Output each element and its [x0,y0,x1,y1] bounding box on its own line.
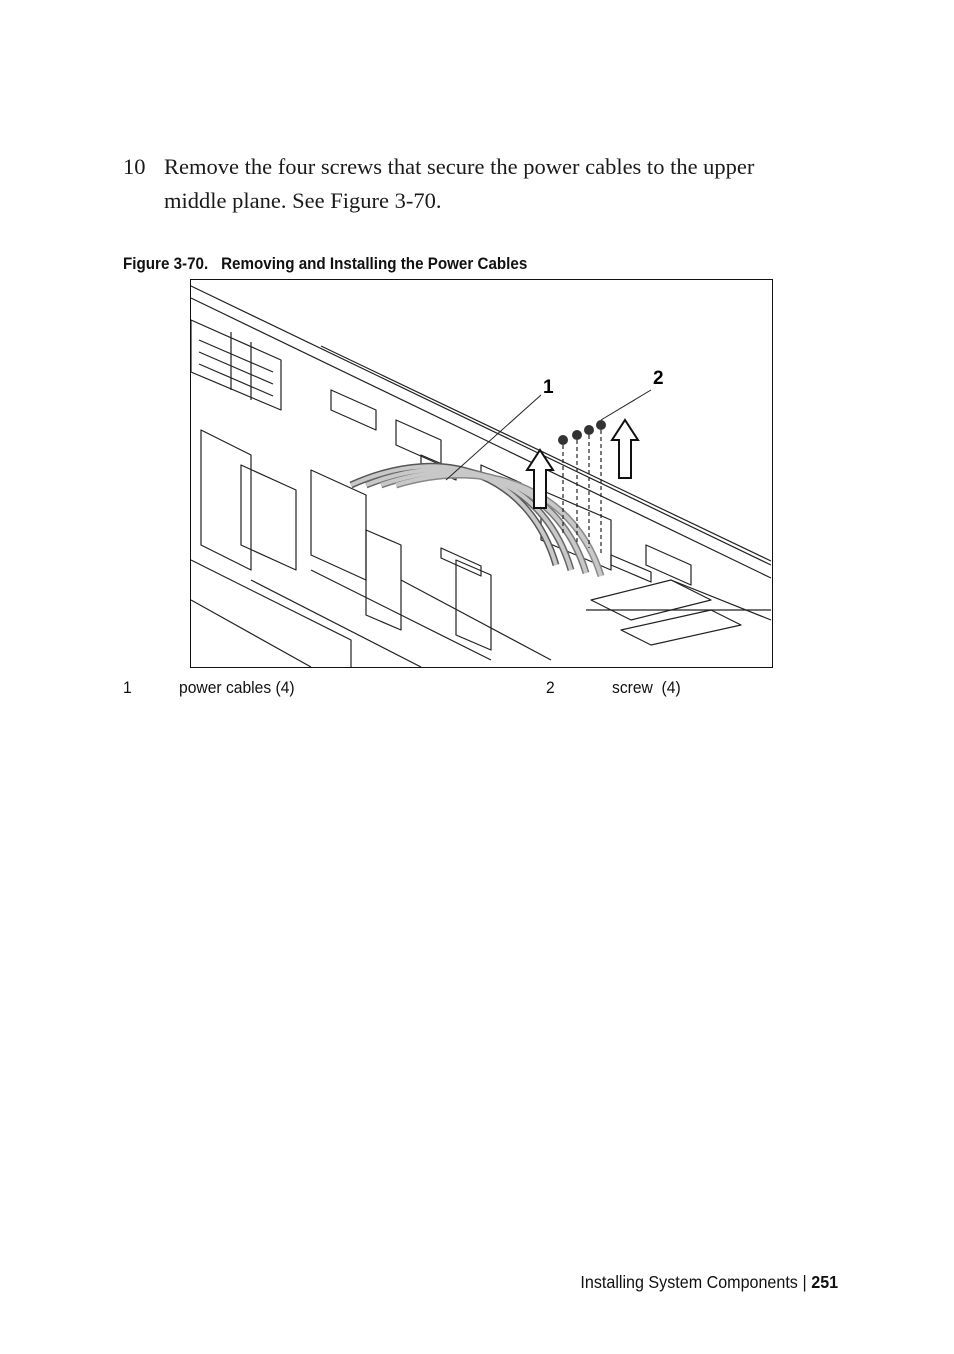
power-cables-illustration [191,280,772,667]
footer-separator: | [802,1272,807,1292]
callout-2: 2 [653,368,664,389]
legend-num-1: 1 [123,678,132,697]
step-10 [123,150,813,218]
figure-caption [123,255,527,274]
figure-number: Figure 3-70. [123,255,209,273]
legend-num-2: 2 [546,678,555,697]
step-number: 10 [123,154,146,179]
legend-label-2: screw (4) [612,678,681,697]
callout-1: 1 [543,377,554,398]
page-footer [580,1272,838,1293]
step-text: Remove the four screws that secure the power cables to the upper middle plane. See Figure 3-70. [164,154,755,213]
figure-illustration [190,279,773,668]
figure-title: Removing and Installing the Power Cables [221,255,528,273]
legend-label-1: power cables (4) [179,678,295,697]
footer-section: Installing System Components [580,1272,798,1292]
page-number: 251 [811,1272,838,1292]
